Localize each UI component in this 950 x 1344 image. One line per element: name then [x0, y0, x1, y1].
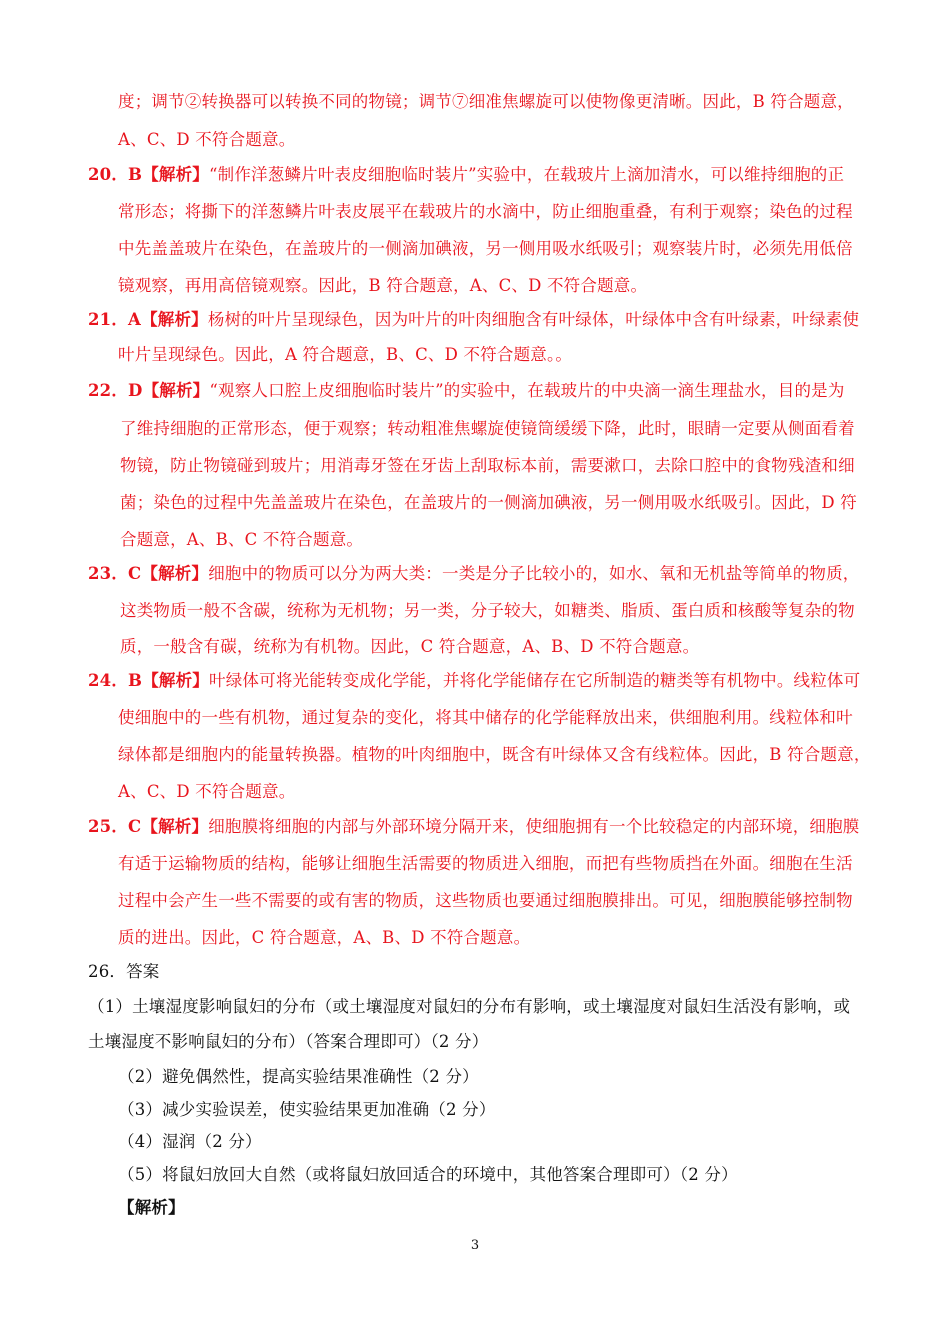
q22-head: 22．D【解析】 — [88, 381, 210, 400]
q26-answer-5: （5）将鼠妇放回大自然（或将鼠妇放回适合的环境中，其他答案合理即可）（2 分） — [118, 1165, 738, 1184]
q25-head: 25．C【解析】 — [88, 817, 209, 836]
q20-line-3: 中先盖盖玻片在染色，在盖玻片的一侧滴加碘液，另一侧用吸水纸吸引；观察装片时，必须先用低倍 — [118, 239, 853, 258]
q26-head: 26．答案 — [88, 962, 160, 981]
q26-answer-1-line-1: （1）土壤湿度影响鼠妇的分布（或土壤湿度对鼠妇的分布有影响，或土壤湿度对鼠妇生活没有影响，或 — [88, 997, 851, 1016]
q23-line-1 — [88, 563, 860, 585]
q20-line-2: 常形态；将撕下的洋葱鳞片叶表皮展平在载玻片的水滴中，防止细胞重叠，有利于观察；染色的过程 — [118, 202, 853, 221]
q20-line-1 — [88, 164, 844, 186]
q24-line-2: 使细胞中的一些有机物，通过复杂的变化，将其中储存的化学能释放出来，供细胞利用。线粒体和叶 — [118, 708, 853, 727]
q20-text: “制作洋葱鳞片叶表皮细胞临时装片”实验中，在载玻片上滴加清水，可以维持细胞的正 — [209, 165, 845, 184]
q25-line-3: 过程中会产生一些不需要的或有害的物质，这些物质也要通过细胞膜排出。可见，细胞膜能够控制物 — [118, 891, 853, 910]
q20-head: 20．B【解析】 — [88, 165, 210, 184]
q25-line-4: 质的进出。因此，C 符合题意，A、B、D 不符合题意。 — [118, 928, 531, 947]
q25-line-2: 有适于运输物质的结构，能够让细胞生活需要的物质进入细胞，而把有些物质挡在外面。细胞在生活 — [118, 854, 853, 873]
q26-answer-3: （3）减少实验误差，使实验结果更加准确（2 分） — [118, 1100, 496, 1119]
q25-line-1 — [88, 816, 860, 838]
q21-head: 21．A【解析】 — [88, 310, 208, 329]
q22-line-2: 了维持细胞的正常形态，便于观察；转动粗准焦螺旋使镜筒缓缓下降，此时，眼睛一定要从侧面看着 — [120, 419, 855, 438]
q24-line-4: A、C、D 不符合题意。 — [118, 782, 296, 801]
q26-answer-1-line-2: 土壤湿度不影响鼠妇的分布）（答案合理即可）（2 分） — [88, 1032, 489, 1051]
page-number: 3 — [470, 1238, 480, 1253]
q26-answer-4: （4）湿润（2 分） — [118, 1132, 262, 1151]
q22-text: “观察人口腔上皮细胞临时装片”的实验中，在载玻片的中央滴一滴生理盐水，目的是为 — [209, 381, 845, 400]
q24-text: 叶绿体可将光能转变成化学能，并将化学能储存在它所制造的糖类等有机物中。线粒体可 — [209, 671, 861, 690]
q24-line-1 — [88, 670, 860, 692]
q25-text: 细胞膜将细胞的内部与外部环境分隔开来，使细胞拥有一个比较稳定的内部环境，细胞膜 — [208, 817, 860, 836]
q19-line-2: A、C、D 不符合题意。 — [118, 130, 296, 149]
q24-head: 24．B【解析】 — [88, 671, 210, 690]
q21-line-2: 叶片呈现绿色。因此，A 符合题意，B、C、D 不符合题意。。 — [118, 345, 573, 364]
q22-line-1 — [88, 380, 845, 402]
q20-line-4: 镜观察，再用高倍镜观察。因此，B 符合题意，A、C、D 不符合题意。 — [118, 276, 648, 295]
q23-line-2: 这类物质一般不含碳，统称为无机物；另一类，分子较大，如糖类、脂质、蛋白质和核酸等复杂的物 — [120, 601, 855, 620]
q22-line-4: 菌；染色的过程中先盖盖玻片在染色，在盖玻片的一侧滴加碘液，另一侧用吸水纸吸引。因此，D 符 — [120, 493, 857, 512]
q26-answer-2: （2）避免偶然性，提高实验结果准确性（2 分） — [118, 1067, 479, 1086]
q24-line-3: 绿体都是细胞内的能量转换器。植物的叶肉细胞中，既含有叶绿体又含有线粒体。因此，B 符合题意， — [118, 745, 871, 764]
q19-line-1: 度；调节②转换器可以转换不同的物镜；调节⑦细准焦螺旋可以使物像更清晰。因此，B 符合题意， — [118, 92, 854, 111]
q21-line-1 — [88, 309, 859, 331]
q26-analysis-label: 【解析】 — [118, 1198, 185, 1217]
q21-text: 杨树的叶片呈现绿色，因为叶片的叶肉细胞含有叶绿体，叶绿体中含有叶绿素，叶绿素使 — [207, 310, 860, 329]
q22-line-5: 合题意，A、B、C 不符合题意。 — [120, 530, 364, 549]
q23-line-3: 质，一般含有碳，统称为有机物。因此，C 符合题意，A、B、D 不符合题意。 — [120, 637, 700, 656]
q23-head: 23．C【解析】 — [88, 564, 209, 583]
q22-line-3: 物镜，防止物镜碰到玻片；用消毒牙签在牙齿上刮取标本前，需要漱口，去除口腔中的食物残渣和细 — [120, 456, 855, 475]
q23-text: 细胞中的物质可以分为两大类：一类是分子比较小的，如水、氧和无机盐等简单的物质， — [208, 564, 860, 583]
